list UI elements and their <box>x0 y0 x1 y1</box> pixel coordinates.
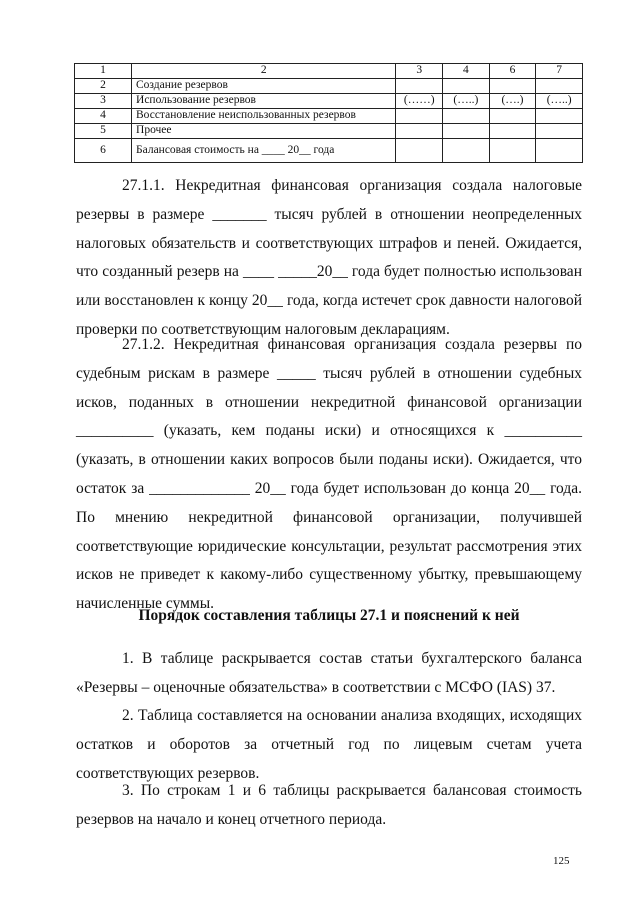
paragraph-27-1-2 <box>76 331 582 619</box>
table-cell <box>536 124 583 139</box>
table-cell <box>396 139 443 163</box>
table-header-cell: 3 <box>396 64 443 79</box>
reserves-table <box>74 63 583 163</box>
table-cell <box>396 109 443 124</box>
table-cell: (…..) <box>443 94 490 109</box>
row-label: Прочее <box>132 124 396 139</box>
paragraph-text: 27.1.1. Некредитная финансовая организация создала налоговые резервы в размере _______ тысяч рублей в отношении неопределенных налоговых обязательств и соответствующих штрафов и пеней. Ожидается, что созданный резерв на ____ _____20__ года будет полностью использован или восстановлен к концу 20__ года, когда истечет срок давности налоговой проверки по соответствующим налоговым декларациям. <box>76 177 582 338</box>
table-row <box>75 124 583 139</box>
table-header-cell: 1 <box>75 64 132 79</box>
table-cell <box>443 109 490 124</box>
paragraph-text: 3. По строкам 1 и 6 таблицы раскрывается балансовая стоимость резервов на начало и конец отчетного периода. <box>76 782 582 828</box>
table-header-cell: 6 <box>489 64 536 79</box>
row-label: Балансовая стоимость на ____ 20__ года <box>132 139 396 163</box>
table-cell <box>536 79 583 94</box>
table-row <box>75 79 583 94</box>
instruction-1 <box>76 645 582 703</box>
table-header-cell: 4 <box>443 64 490 79</box>
row-label: Использование резервов <box>132 94 396 109</box>
row-number: 2 <box>75 79 132 94</box>
table-row <box>75 139 583 163</box>
table-cell <box>443 124 490 139</box>
table-cell <box>536 139 583 163</box>
table-cell <box>489 79 536 94</box>
table-cell <box>443 139 490 163</box>
table-cell: (….) <box>489 94 536 109</box>
table-cell <box>489 124 536 139</box>
page-number: 125 <box>553 855 570 867</box>
paragraph-27-1-1 <box>76 172 582 345</box>
row-label: Создание резервов <box>132 79 396 94</box>
paragraph-text: 2. Таблица составляется на основании анализа входящих, исходящих остатков и оборотов за отчетный год по лицевым счетам учета соответствующих резервов. <box>76 707 582 782</box>
table-cell <box>489 109 536 124</box>
table-row <box>75 94 583 109</box>
row-number: 4 <box>75 109 132 124</box>
instruction-2 <box>76 702 582 788</box>
section-heading: Порядок составления таблицы 27.1 и пояснений к ней <box>138 607 520 624</box>
instruction-3 <box>76 777 582 835</box>
row-number: 5 <box>75 124 132 139</box>
table-cell <box>396 79 443 94</box>
table-cell <box>536 109 583 124</box>
row-number: 6 <box>75 139 132 163</box>
paragraph-text: 27.1.2. Некредитная финансовая организация создала резервы по судебным рискам в размере _____ тысяч рублей в отношении судебных исков, поданных в отношении некредитной финансовой организации __________ (указать, кем поданы иски) и относящихся к __________ (указать, в отношении каких вопросов были поданы иски). Ожидается, что остаток за _____________ 20__ года будет использован до конца 20__ года. По мнению некредитной финансовой организации, получившей соответствующие юридические консультации, результат рассмотрения этих исков не приведет к какому-либо существенному убытку, превышающему начисленные суммы. <box>76 336 582 613</box>
paragraph-text: 1. В таблице раскрывается состав статьи бухгалтерского баланса «Резервы – оценочные обязательства» в соответствии с МСФО (IAS) 37. <box>76 650 582 696</box>
row-label: Восстановление неиспользованных резервов <box>132 109 396 124</box>
table-row <box>75 109 583 124</box>
table-cell <box>396 124 443 139</box>
table-cell <box>489 139 536 163</box>
table-header-cell: 7 <box>536 64 583 79</box>
row-number: 3 <box>75 94 132 109</box>
table-header-cell: 2 <box>132 64 396 79</box>
table-cell <box>443 79 490 94</box>
table-cell: (…..) <box>536 94 583 109</box>
table-header-row <box>75 64 583 79</box>
table-cell: (……) <box>396 94 443 109</box>
